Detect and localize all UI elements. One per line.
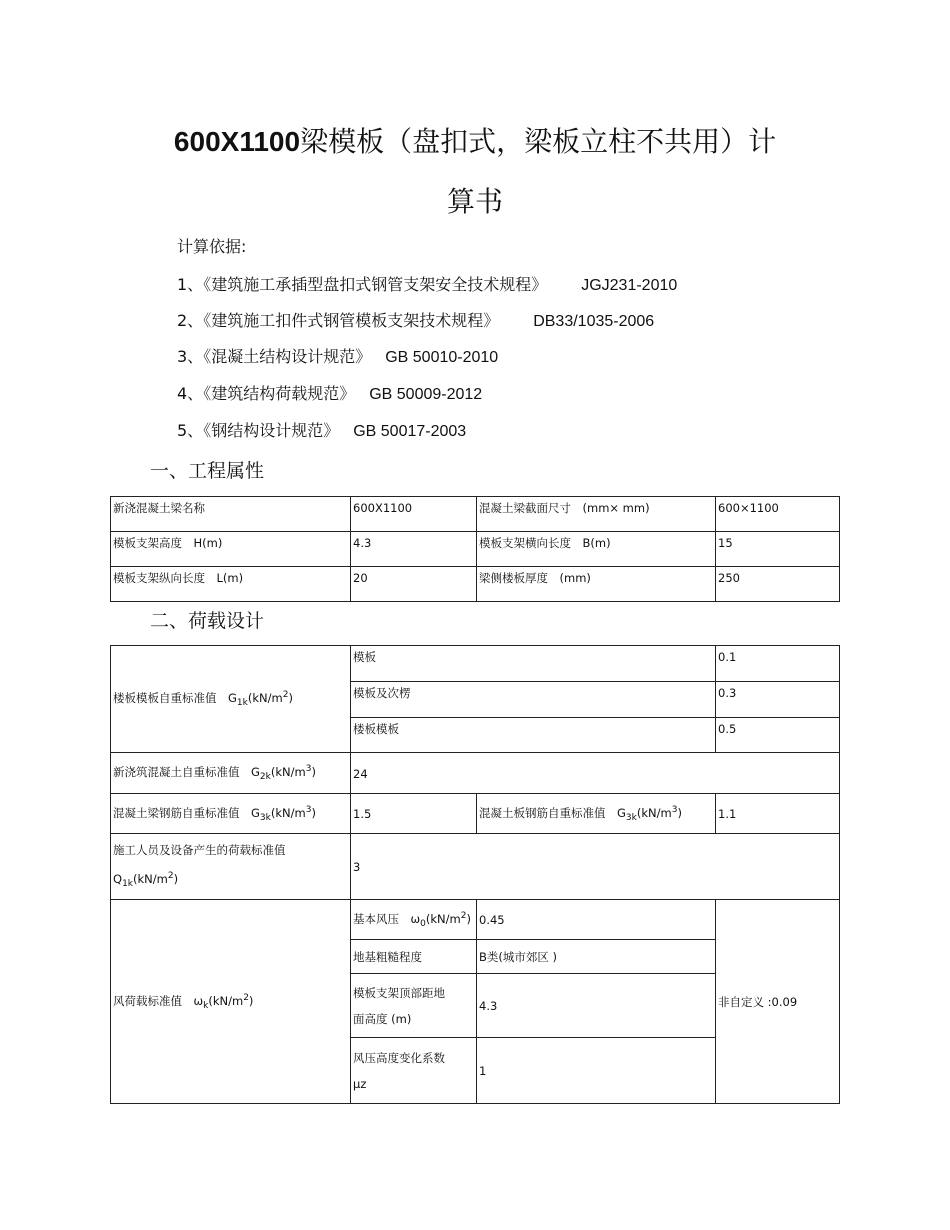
title-rest: 梁模板（盘扣式，梁板立柱不共用）计	[300, 125, 777, 158]
basis-item-4	[177, 383, 482, 406]
basis-item-num: 1、	[177, 275, 204, 294]
table-row	[111, 532, 840, 567]
table-cell: 模板支架纵向长度 L(m)	[111, 567, 351, 602]
w0-value: 0.45	[477, 900, 716, 940]
g1k-item-name: 楼板模板	[351, 718, 716, 753]
basis-item-5	[177, 420, 466, 443]
basis-item-num: 2、	[177, 311, 204, 330]
table-row	[111, 900, 840, 940]
basis-item-code: GB 50010-2010	[385, 349, 499, 366]
q1k-label: 施工人员及设备产生的荷载标准值 $Q_{1k}(kN/m^2)$	[111, 834, 351, 900]
g1k-item-name: 模板及次楞	[351, 682, 716, 718]
table-cell: 15	[716, 532, 840, 567]
g1k-item-value: 0.5	[716, 718, 840, 753]
table-row	[111, 834, 840, 900]
g2k-label: 新浇筑混凝土自重标准值 $G_{2k}(kN/m^3)$	[111, 753, 351, 794]
table-cell: 20	[351, 567, 477, 602]
table-cell: 新浇混凝土梁名称	[111, 497, 351, 532]
g2k-value: 24	[351, 753, 840, 794]
table-cell: 4.3	[351, 532, 477, 567]
basis-item-name: 《建筑施工扣件式钢管模板支架技术规程》	[203, 311, 500, 330]
mu-z-value: 1	[477, 1038, 716, 1104]
load-design-table	[110, 645, 840, 1104]
q1k-value: 3	[351, 834, 840, 900]
g1k-item-value: 0.1	[716, 646, 840, 682]
table-row	[111, 497, 840, 532]
g3k-beam-value: 1.5	[351, 794, 477, 834]
table-cell: 250	[716, 567, 840, 602]
roughness-value: B类(城市郊区 )	[477, 940, 716, 974]
roughness-label: 地基粗糙程度	[351, 940, 477, 974]
table-cell: 混凝土梁截面尺寸 (mm× mm)	[477, 497, 716, 532]
table-cell: 600×1100	[716, 497, 840, 532]
table-cell: 梁侧楼板厚度 (mm)	[477, 567, 716, 602]
g1k-item-name: 模板	[351, 646, 716, 682]
basis-item-code: GB 50017-2003	[353, 423, 467, 440]
g1k-item-value: 0.3	[716, 682, 840, 718]
table-cell: 600X1100	[351, 497, 477, 532]
basis-item-name: 《混凝土结构设计规范》	[203, 347, 372, 366]
g1k-label: 楼板模板自重标准值 $G_{1k}(kN/m^2)$	[111, 646, 351, 753]
basis-item-2	[177, 310, 654, 333]
table-row	[111, 794, 840, 834]
basis-item-num: 3、	[177, 347, 204, 366]
basis-item-num: 5、	[177, 421, 204, 440]
basis-item-code: DB33/1035-2006	[533, 313, 655, 330]
g3k-slab-label: 混凝土板钢筋自重标准值 $G_{3k}(kN/m^3)$	[477, 794, 716, 834]
table-row	[111, 567, 840, 602]
table-row	[111, 753, 840, 794]
basis-item-code: GB 50009-2012	[369, 386, 483, 403]
w0-label: 基本风压 $\omega_0(kN/m^2)$	[351, 900, 477, 940]
table-row	[111, 646, 840, 682]
g3k-slab-value: 1.1	[716, 794, 840, 834]
basis-item-1	[177, 274, 677, 297]
title-bold-part: 600X1100	[173, 126, 301, 157]
basis-item-num: 4、	[177, 384, 204, 403]
section-heading-load-design: 二、荷载设计	[150, 610, 265, 632]
basis-item-code: JGJ231-2010	[581, 277, 678, 294]
section-heading-project-attributes: 一、工程属性	[150, 460, 265, 482]
project-attributes-table	[110, 496, 840, 602]
basis-heading: 计算依据:	[177, 237, 247, 256]
mu-z-label: 风压高度变化系数 μz	[351, 1038, 477, 1104]
basis-item-name: 《钢结构设计规范》	[203, 421, 340, 440]
table-cell: 模板支架横向长度 B(m)	[477, 532, 716, 567]
g3k-beam-label: 混凝土梁钢筋自重标准值 $G_{3k}(kN/m^3)$	[111, 794, 351, 834]
basis-item-3	[177, 346, 498, 369]
wk-label: 风荷载标准值 $\omega_k(kN/m^2)$	[111, 900, 351, 1104]
height-label: 模板支架顶部距地 面高度 (m)	[351, 974, 477, 1038]
document-title-line2: 算书	[446, 185, 503, 218]
document-title	[0, 120, 950, 160]
basis-item-name: 《建筑结构荷载规范》	[203, 384, 356, 403]
wk-result: 非自定义 :0.09	[716, 900, 840, 1104]
basis-item-name: 《建筑施工承插型盘扣式钢管支架安全技术规程》	[203, 275, 548, 294]
height-value: 4.3	[477, 974, 716, 1038]
table-cell: 模板支架高度 H(m)	[111, 532, 351, 567]
